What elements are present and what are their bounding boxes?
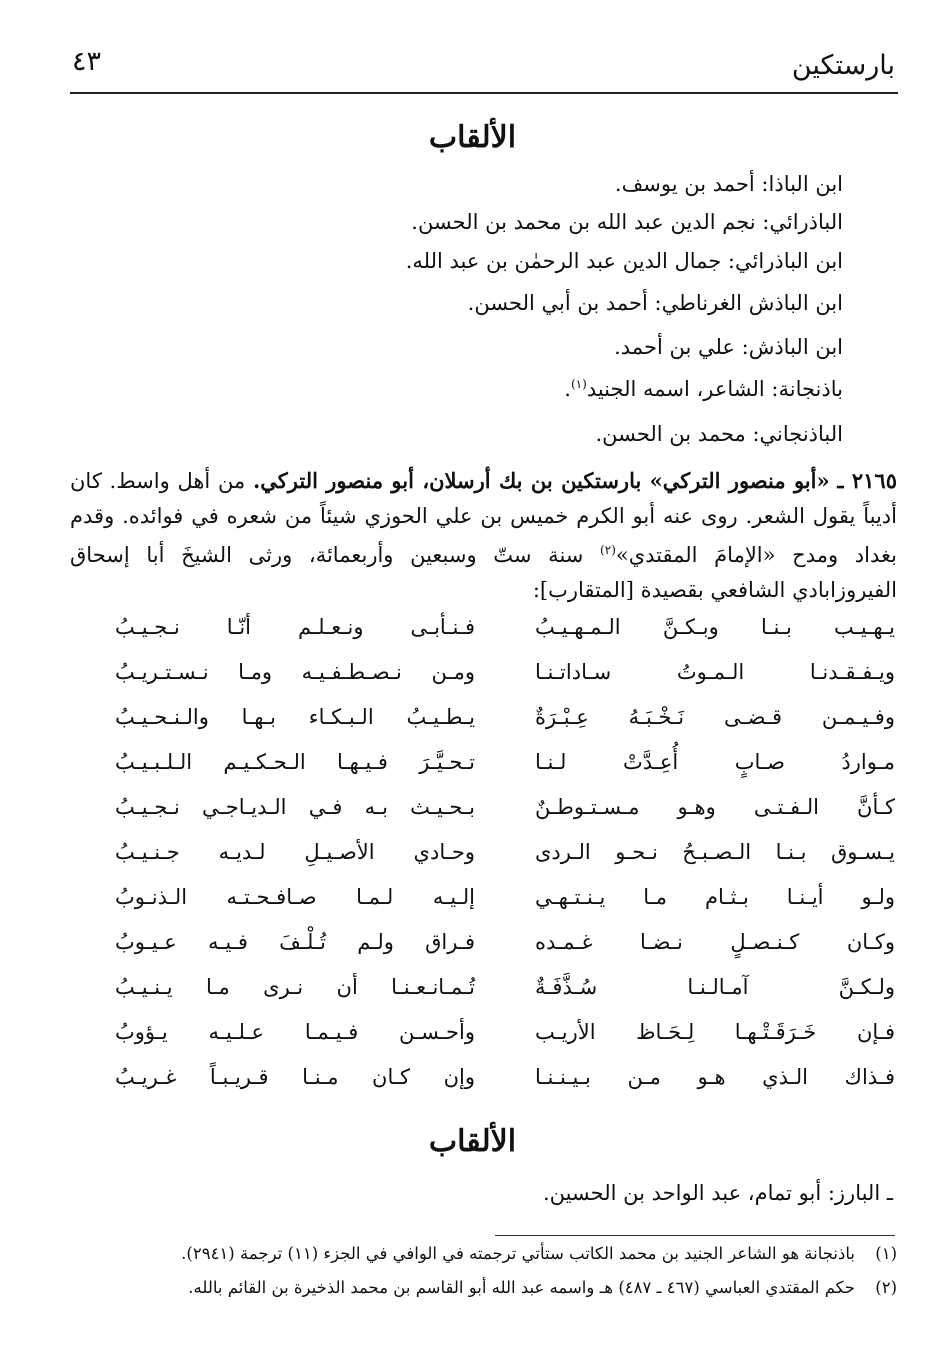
alqab-entry: ـ البارز: أبو تمام، عبد الواحد بن الحسين. bbox=[542, 1181, 893, 1205]
verse-first-hemistich: يـهـيـب بـنـا وبـكـنَّ الـمـهـيـبُ bbox=[535, 615, 895, 639]
verse-second-hemistich: تُـمـانـعـنـا أن نـرى مـا يـنـيـبُ bbox=[115, 975, 475, 999]
poem-verse bbox=[100, 1020, 895, 1060]
page-number: ٤٣ bbox=[72, 46, 102, 77]
poem-verse bbox=[100, 840, 895, 880]
section-heading-alqab-2: الألقاب bbox=[428, 1124, 517, 1159]
footnote-number: (٢) bbox=[875, 1278, 897, 1297]
verse-first-hemistich: وكـان كـنـصـلٍ نـضـا غـمـده bbox=[535, 930, 895, 954]
alqab-entry: الباذرائي: نجم الدين عبد الله بن محمد بن الحسن. bbox=[411, 210, 843, 234]
verse-second-hemistich: بـحـيـث بـه فـي الـديـاجـي نـجـيـبُ bbox=[115, 795, 475, 819]
verse-second-hemistich: إلـيـه لـمـا صـافـحـتـه الـذنـوبُ bbox=[115, 885, 475, 909]
verse-second-hemistich: فـراق ولـم تُـلْـفَ فـيـه عـيـوبُ bbox=[115, 930, 475, 954]
biography-text-cont: سنة ستّ وسبعين وأربعمائة، ورثى الشيخَ أبا إسحاق الفيروزابادي الشافعي بقصيدة [المتقارب]: bbox=[70, 543, 897, 602]
verse-first-hemistich: وفـيـمـن قـضـى نَـخْـبَـهُ عِـبْـرَةٌ bbox=[535, 705, 895, 729]
alqab-entry: ابن الباذش الغرناطي: أحمد بن أبي الحسن. bbox=[467, 291, 843, 315]
header-divider bbox=[70, 92, 898, 94]
footnote bbox=[60, 1244, 897, 1263]
verse-first-hemistich: مـواردُ صـابٍ أُعِـدَّتْ لـنـا bbox=[535, 750, 895, 774]
running-header-title: بارستكين bbox=[791, 50, 895, 81]
verse-first-hemistich: فـإن خَـرَقَـتْـهـا لِـحَـاظ الأريـب bbox=[535, 1020, 895, 1044]
alqab-entry-text: باذنجانة: الشاعر، اسمه الجنيد bbox=[586, 377, 843, 401]
poem-verse bbox=[100, 930, 895, 970]
entry-number: ٢١٦٥ ـ bbox=[837, 468, 897, 493]
poem-verse bbox=[100, 660, 895, 700]
verse-first-hemistich: ولـكـنَّ آمـالـنـا سُـذَّفَـةٌ bbox=[535, 975, 895, 999]
footnote-number: (١) bbox=[875, 1244, 897, 1263]
alqab-entry: باذنجانة: الشاعر، اسمه الجنيد$^{(١)}$. bbox=[564, 377, 843, 401]
poem-verse bbox=[100, 975, 895, 1015]
poem-verse bbox=[100, 705, 895, 745]
poem-verse bbox=[100, 885, 895, 925]
footnote-divider bbox=[495, 1235, 895, 1236]
poem-verse bbox=[100, 795, 895, 835]
verse-second-hemistich: فـنـأبـى ونـعـلـم أنّـا نـجـيـبُ bbox=[115, 615, 475, 639]
verse-first-hemistich: ولـو أيـنـا بـثـام مـا يـنـتـهـي bbox=[535, 885, 895, 909]
section-heading-alqab: الألقاب bbox=[428, 120, 517, 155]
verse-first-hemistich: كـأنَّ الـفـتـى وهـو مـسـتـوطـنٌ bbox=[535, 795, 895, 819]
verse-second-hemistich: تـحـيَّـرَ فـيـهـا الـحـكـيـم الـلـبـيـبُ bbox=[115, 750, 475, 774]
verse-second-hemistich: يـطـيـبُ الـبـكـاء بـهـا والـنـحـيـبُ bbox=[115, 705, 475, 729]
verse-second-hemistich: وأحـسـن فـيـمـا عـلـيـه يـؤوبُ bbox=[115, 1020, 475, 1044]
verse-first-hemistich: ويـفـقـدنـا الـمـوتُ سـاداتـنـا bbox=[535, 660, 895, 684]
alqab-entry: ابن الباذش: علي بن أحمد. bbox=[614, 335, 843, 359]
footnote-text: باذنجانة هو الشاعر الجنيد بن محمد الكاتب ستأتي ترجمته في الوافي في الجزء (١١) ترجمة (٢٩٤١). bbox=[181, 1244, 855, 1263]
footnote bbox=[60, 1278, 897, 1297]
poem-verse bbox=[100, 1065, 895, 1105]
footnote-ref: (٢) bbox=[600, 543, 616, 557]
verse-first-hemistich: فـذاك الـذي هـو مـن بـيـنـنـا bbox=[535, 1065, 895, 1089]
entry-title: «أبو منصور التركي» بارستكين بن بك أرسلان، أبو منصور التركي. bbox=[252, 468, 830, 493]
alqab-entry: ابن الباذرائي: جمال الدين عبد الرحمٰن بن عبد الله. bbox=[405, 249, 843, 273]
verse-first-hemistich: يـسـوق بـنـا الـصـبـحُ نـحـو الـردى bbox=[535, 840, 895, 864]
verse-second-hemistich: ومـن نـصـطـفـيـه ومـا نـسـتـريـبُ bbox=[115, 660, 475, 684]
biography-text: من أهل واسط. كان أديباً يقول الشعر. روى عنه أبو الكرم خميس بن علي الحوزي شيئاً من شعره في فوائده. وقدم بغداد ومدح «الإمامَ المقتدي» bbox=[70, 469, 897, 567]
poem-verse bbox=[100, 615, 895, 655]
verse-second-hemistich: وإن كـان مـنـا قـريـبـاً غـريـبُ bbox=[115, 1065, 475, 1089]
poem-verse bbox=[100, 750, 895, 790]
alqab-entry: الباذنجاني: محمد بن الحسن. bbox=[595, 422, 843, 446]
biography-entry bbox=[70, 464, 897, 607]
alqab-entry: ابن الباذا: أحمد بن يوسف. bbox=[614, 172, 843, 196]
footnote-ref: (١) bbox=[570, 377, 587, 391]
verse-second-hemistich: وحـادي الأصـيـلِ لـديـه جـنـيـبُ bbox=[115, 840, 475, 864]
footnote-text: حكم المقتدي العباسي (٤٦٧ ـ ٤٨٧) هـ واسمه عبد الله أبو القاسم بن محمد الذخيرة بن القائم بالله. bbox=[188, 1278, 855, 1297]
